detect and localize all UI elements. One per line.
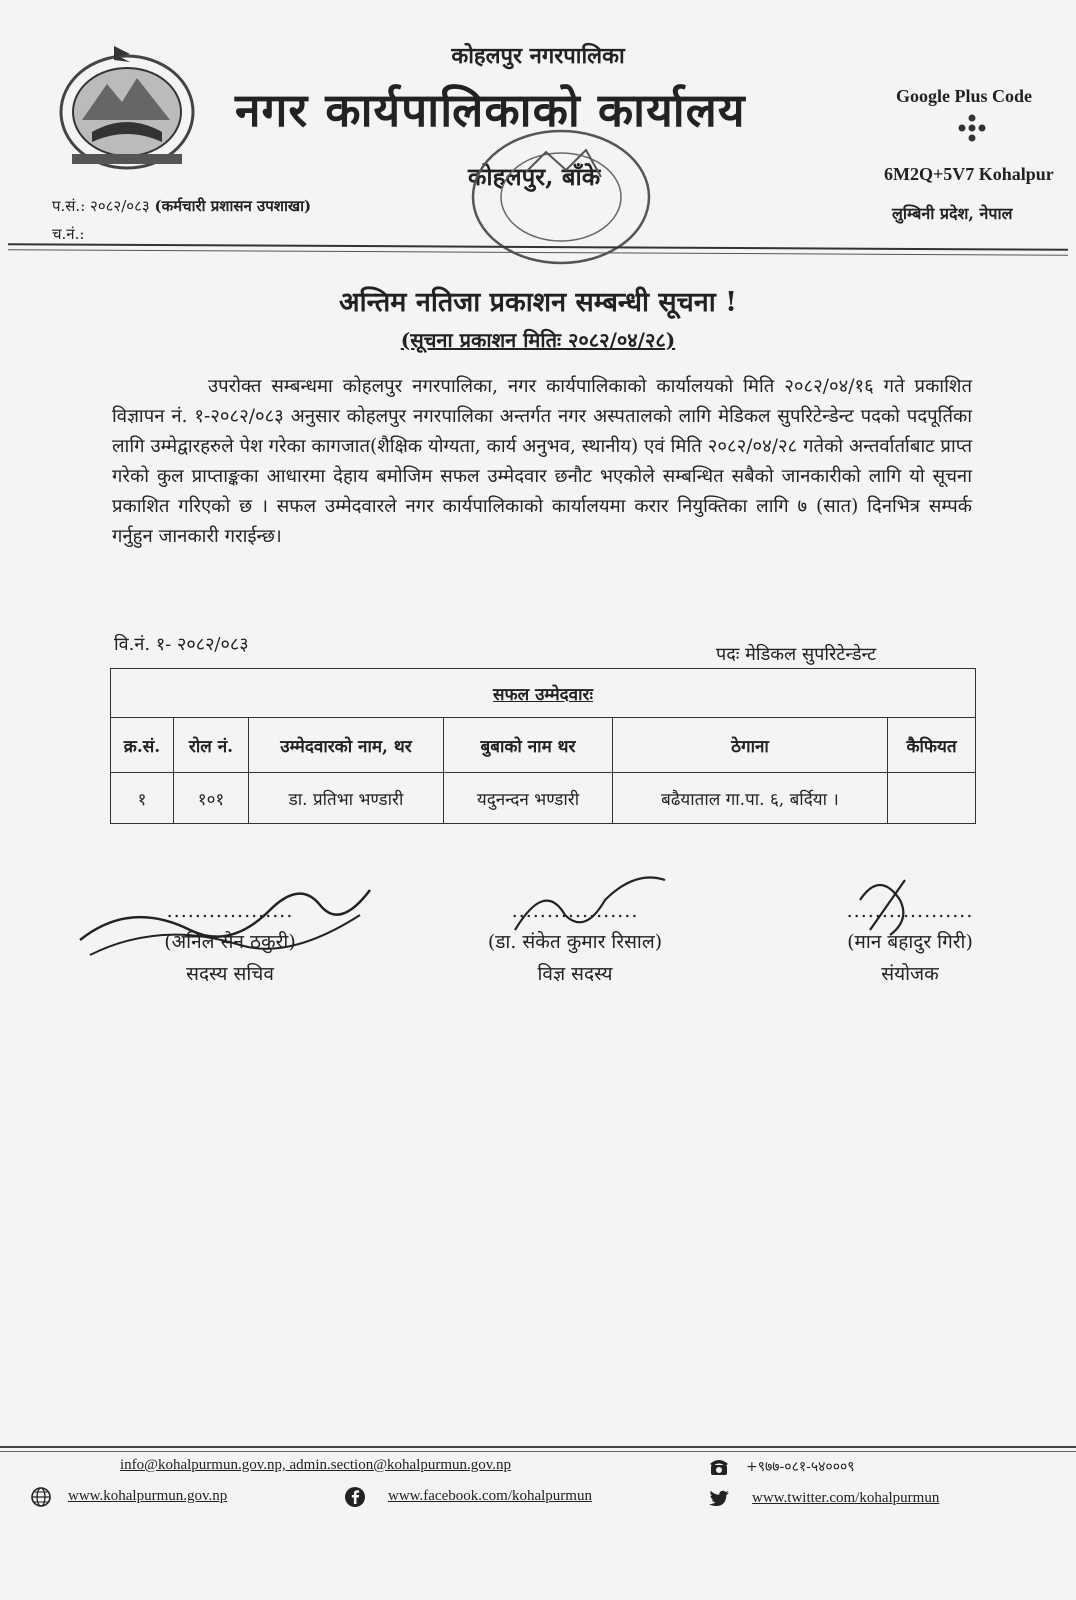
header-roll-no: रोल नं. — [174, 718, 249, 773]
footer-facebook[interactable]: www.facebook.com/kohalpurmun — [388, 1488, 592, 1504]
table-row — [111, 773, 976, 824]
facebook-icon — [344, 1486, 366, 1508]
signature-line: .................. — [166, 900, 294, 922]
table-caption — [111, 669, 976, 718]
header-father-name: बुबाको नाम थर — [444, 718, 613, 773]
province-address: लुम्बिनी प्रदेश, नेपाल — [892, 204, 1013, 223]
header-address: ठेगाना — [613, 718, 888, 773]
footer-email[interactable]: info@kohalpurmun.gov.np, admin.section@kohalpurmun.gov.np — [120, 1457, 512, 1473]
office-address: कोहलपुर, बाँके — [468, 162, 601, 191]
cell-serial: १ — [111, 773, 174, 824]
post-name: पदः मेडिकल सुपरिटेन्डेन्ट — [716, 644, 877, 665]
header-serial: क्र.सं. — [111, 718, 174, 773]
dispatch-number: च.नं.: — [52, 225, 85, 243]
signature-line: .................. — [511, 900, 639, 922]
signature-member-secretary — [130, 900, 330, 986]
plus-code-icon — [952, 114, 992, 144]
google-plus-code-label: Google Plus Code — [896, 86, 1033, 106]
header-candidate-name: उम्मेदवारको नाम, थर — [249, 718, 444, 773]
municipality-name: कोहलपुर नगरपालिका — [451, 43, 625, 69]
advertisement-number: वि.नं. १- २०८२/०८३ — [114, 634, 249, 655]
signatory-name: (अनिल सेन ठकुरी) — [164, 931, 296, 953]
signature-coordinator — [820, 900, 1000, 986]
cell-father-name: यदुनन्दन भण्डारी — [444, 773, 613, 824]
header-remarks: कैफियत — [888, 718, 976, 773]
globe-icon — [30, 1486, 52, 1508]
office-title: नगर कार्यपालिकाको कार्यालय — [235, 83, 746, 137]
reference-number — [52, 196, 311, 216]
signatory-role: सदस्य सचिव — [186, 963, 274, 985]
twitter-icon — [708, 1488, 730, 1510]
cell-roll-no: १०१ — [174, 773, 249, 824]
phone-icon — [708, 1456, 730, 1478]
cell-remarks — [888, 773, 976, 824]
google-plus-code: 6M2Q+5V7 Kohalpur — [884, 164, 1054, 184]
signature-line: .................. — [846, 900, 974, 922]
table-caption-text: सफल उम्मेदवारः — [493, 684, 593, 705]
reference-number-value: प.सं.: २०८२/०८३ — [52, 197, 150, 215]
office-stamp-icon — [466, 122, 656, 272]
signatory-name: (मान बहादुर गिरी) — [847, 931, 973, 953]
footer-website[interactable]: www.kohalpurmun.gov.np — [68, 1488, 228, 1504]
signatory-name: (डा. संकेत कुमार रिसाल) — [487, 931, 663, 953]
notice-body: उपरोक्त सम्बन्धमा कोहलपुर नगरपालिका, नगर कार्यपालिकाको कार्यालयको मिति २०८२/०४/१६ गते प्रकाशित विज्ञापन नं. १-२०८२/०८३ अनुसार कोहलपुर नगरपालिका अन्तर्गत नगर अस्पतालको लागि मेडिकल सुपरिटेन्डेन्ट पदको पदपूर्तिका लागि उम्मेद्वारहरुले पेश गरेका कागजात(शैक्षिक योग्यता, कार्य अनुभव, स्थानीय) एवं मिति २०८२/०४/२८ गतेको अन्तर्वार्ताबाट प्राप्त गरेको कुल प्राप्ताङ्कका आधारमा देहाय बमोजिम सफल उम्मेदवार छनौट भएकोले सम्बन्धित सबैको जानकारीको लागि यो सूचना प्रकाशित गरिएको छ । सफल उम्मेदवारले नगर कार्यपालिकाको कार्यालयमा करार नियुक्तिका लागि ७ (सात) दिनभित्र सम्पर्क गर्नुहुन जानकारी गराईन्छ। — [112, 376, 972, 547]
footer-phone: +९७७-०८१-५४०००९ — [746, 1459, 855, 1475]
successful-candidates-table — [110, 668, 976, 824]
footer-divider — [0, 1446, 1076, 1448]
cell-address: बढैयाताल गा.पा. ६, बर्दिया । — [613, 773, 888, 824]
table-header-row — [111, 718, 976, 773]
signature-expert-member — [455, 900, 695, 986]
signatory-role: विज्ञ सदस्य — [537, 963, 613, 985]
cell-candidate-name: डा. प्रतिभा भण्डारी — [249, 773, 444, 824]
footer-twitter[interactable]: www.twitter.com/kohalpurmun — [752, 1490, 940, 1506]
notice-title: अन्तिम नतिजा प्रकाशन सम्बन्धी सूचना ! — [338, 287, 738, 318]
footer-divider-thin — [0, 1451, 1076, 1452]
reference-section: (कर्मचारी प्रशासन उपशाखा) — [154, 197, 312, 215]
notice-publish-date: (सूचना प्रकाशन मितिः २०८२/०४/२८) — [400, 328, 676, 352]
signatory-role: संयोजक — [881, 963, 939, 985]
